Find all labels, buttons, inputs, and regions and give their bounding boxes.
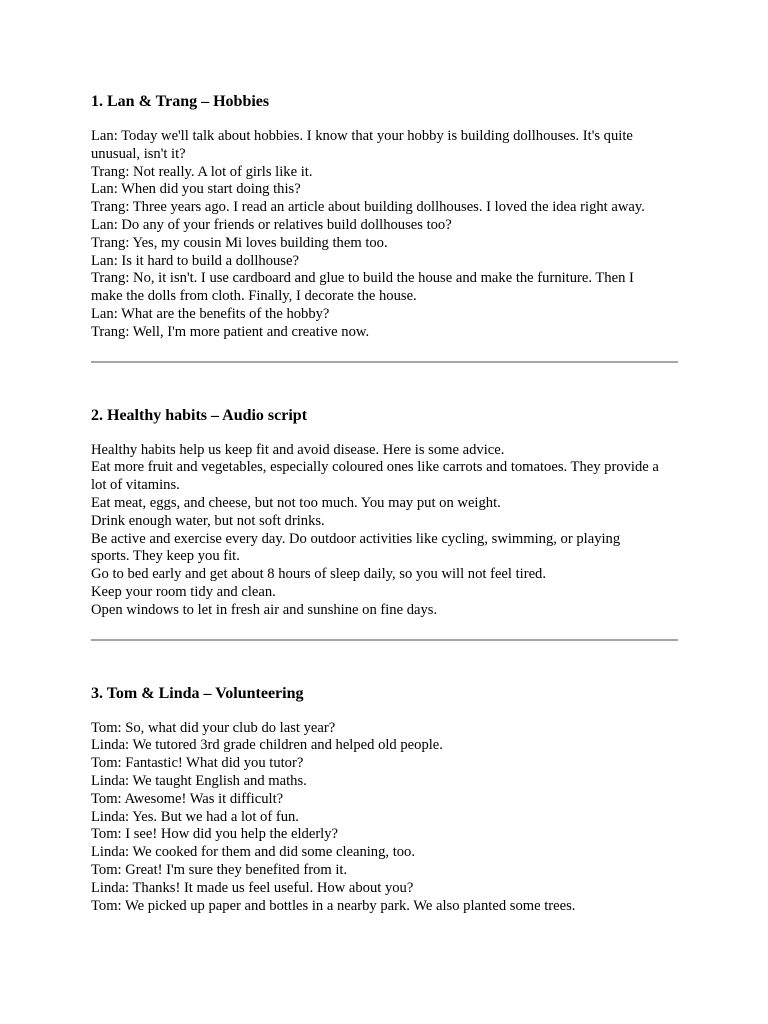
dialogue-line: Linda: We tutored 3rd grade children and helped old people. [91,737,443,754]
script-line: Go to bed early and get about 8 hours of sleep daily, so you will not feel tired. [91,566,546,583]
script-lines [91,442,678,620]
dialogue-line: Lan: What are the benefits of the hobby? [91,305,330,322]
script-line: Drink enough water, but not soft drinks. [91,512,325,529]
dialogue-lines [91,128,678,342]
dialogue-line: Tom: So, what did your club do last year? [91,719,336,736]
script-line: Keep your room tidy and clean. [91,583,276,600]
dialogue-line: Lan: Do any of your friends or relatives build dollhouses too? [91,216,452,233]
dialogue-line: Tom: Great! I'm sure they benefited from it. [91,861,348,878]
dialogue-line: Linda: We cooked for them and did some cleaning, too. [91,844,415,861]
dialogue-line: Tom: We picked up paper and bottles in a nearby park. We also planted some trees. [91,897,576,914]
dialogue-line: unusual, isn't it? [91,145,186,162]
dialogue-line: Tom: Awesome! Was it difficult? [91,790,284,807]
section-title: 3. Tom & Linda – Volunteering [91,684,304,702]
dialogue-line: Lan: When did you start doing this? [91,181,301,198]
script-line: Open windows to let in fresh air and sunshine on fine days. [91,601,438,618]
dialogue-line: Lan: Is it hard to build a dollhouse? [91,252,299,269]
section-divider [91,361,678,363]
dialogue-line: make the dolls from cloth. Finally, I decorate the house. [91,288,417,305]
section-title: 2. Healthy habits – Audio script [91,406,308,424]
dialogue-line: Trang: Well, I'm more patient and creative now. [91,323,370,340]
dialogue-line: Lan: Today we'll talk about hobbies. I know that your hobby is building dollhouses. It's quite [91,128,633,144]
section-hobbies [91,91,678,342]
script-line: Healthy habits help us keep fit and avoid disease. Here is some advice. [91,441,505,458]
dialogue-line: Trang: Not really. A lot of girls like it. [91,163,313,180]
section-title: 1. Lan & Trang – Hobbies [91,93,270,110]
dialogue-line: Linda: We taught English and maths. [91,772,307,789]
section-divider [91,639,678,641]
script-line: sports. They keep you fit. [91,548,240,565]
script-line: Eat meat, eggs, and cheese, but not too much. You may put on weight. [91,494,501,511]
dialogue-line: Trang: No, it isn't. I use cardboard and glue to build the house and make the furniture. Then I [91,270,634,287]
section-healthy-habits [91,405,678,620]
dialogue-line: Tom: Fantastic! What did you tutor? [91,755,304,772]
script-line: lot of vitamins. [91,477,180,494]
dialogue-line: Trang: Three years ago. I read an article about building dollhouses. I loved the idea right away. [91,199,645,216]
dialogue-line: Trang: Yes, my cousin Mi loves building them too. [91,234,388,251]
dialogue-line: Tom: I see! How did you help the elderly? [91,826,339,843]
script-line: Be active and exercise every day. Do outdoor activities like cycling, swimming, or playing [91,530,621,547]
dialogue-line: Linda: Thanks! It made us feel useful. How about you? [91,879,414,896]
dialogue-lines [91,720,678,916]
section-volunteering [91,683,678,916]
script-line: Eat more fruit and vegetables, especially coloured ones like carrots and tomatoes. They provide a [91,459,659,476]
dialogue-line: Linda: Yes. But we had a lot of fun. [91,808,299,825]
